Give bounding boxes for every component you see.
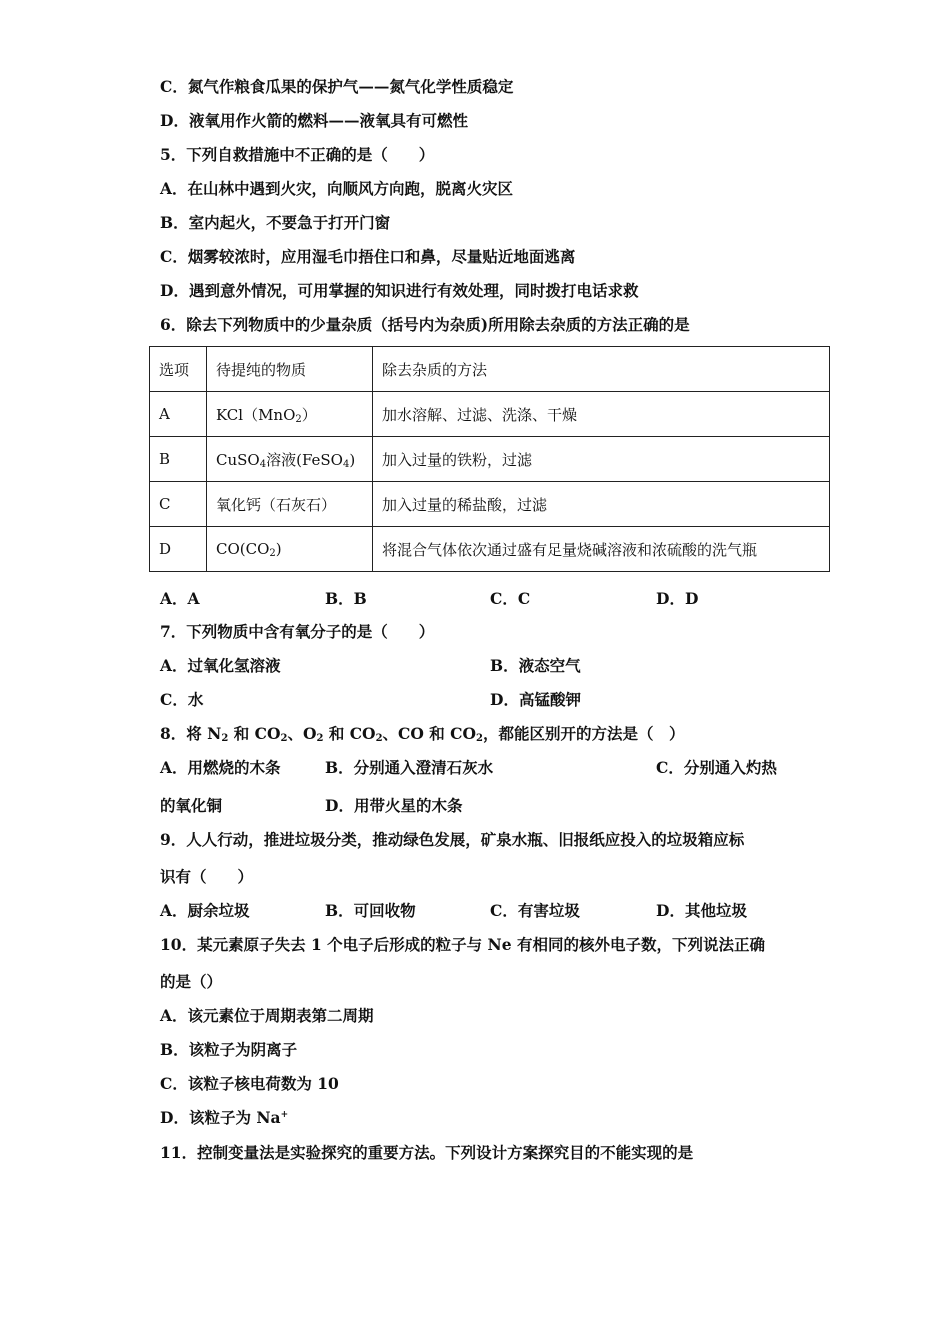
formula-text: CO(CO — [216, 540, 270, 558]
q6-answer-a: A．A — [160, 589, 200, 608]
q8-text: 和 CO — [323, 724, 376, 743]
q9-option-b: B．可回收物 — [325, 901, 416, 920]
q5-option-b: B．室内起火，不要急于打开门窗 — [160, 213, 391, 232]
subscript: 2 — [375, 733, 383, 744]
subscript: 2 — [280, 733, 288, 744]
table-cell — [207, 437, 373, 482]
table-cell — [207, 527, 373, 572]
table-header-row — [150, 347, 830, 392]
q5-option-a: A．在山林中遇到火灾，向顺风方向跑，脱离火灾区 — [160, 179, 514, 198]
question-9: 9．人人行动，推进垃圾分类，推动绿色发展，矿泉水瓶、旧报纸应投入的垃圾箱应标 — [160, 830, 745, 849]
q6-answer-b: B．B — [325, 589, 367, 608]
table-header-cell: 选项 — [150, 347, 207, 392]
table-cell: B — [150, 437, 207, 482]
table-header-cell: 除去杂质的方法 — [373, 347, 830, 392]
q6-answer-c: C．C — [490, 589, 531, 608]
q8-text: 和 CO — [228, 724, 281, 743]
q10-option-c: C．该粒子核电荷数为 10 — [160, 1074, 339, 1093]
q7-option-a: A．过氧化氢溶液 — [160, 656, 281, 675]
q9-option-c: C．有害垃圾 — [490, 901, 580, 920]
question-8 — [160, 724, 685, 744]
q8-option-a: A．用燃烧的木条 — [160, 758, 281, 777]
q8-text: 、CO 和 CO — [382, 724, 477, 743]
table-cell: A — [150, 392, 207, 437]
table-cell: D — [150, 527, 207, 572]
q8-option-c: C．分别通入灼热 — [656, 758, 777, 777]
q8-option-d: D．用带火星的木条 — [325, 796, 463, 815]
q7-option-b: B．液态空气 — [490, 656, 581, 675]
q5-option-c: C．烟雾较浓时，应用湿毛巾捂住口和鼻，尽量贴近地面逃离 — [160, 247, 576, 266]
question-10: 10．某元素原子失去 1 个电子后形成的粒子与 Ne 有相同的核外电子数，下列说法正确 — [160, 935, 765, 954]
formula-text: 溶液(FeSO — [266, 450, 343, 469]
q8-option-c-continued: 的氧化铜 — [160, 796, 223, 815]
q8-text: 、O — [287, 724, 317, 743]
table-cell: 加入过量的稀盐酸，过滤 — [373, 482, 830, 527]
subscript: 2 — [295, 413, 302, 425]
formula-text: ) — [275, 540, 282, 558]
subscript: 4 — [342, 458, 350, 470]
subscript: 2 — [269, 548, 276, 559]
table-cell: C — [150, 482, 207, 527]
line-option-d-liquid-oxygen: D．液氧用作火箭的燃料——液氧具有可燃性 — [160, 111, 468, 130]
formula-text: CuSO — [216, 450, 260, 469]
q9-option-a: A．厨余垃圾 — [160, 901, 250, 920]
q6-answer-d: D．D — [656, 589, 699, 608]
table-cell: 加入过量的铁粉，过滤 — [373, 437, 830, 482]
formula-text: ) — [349, 450, 356, 469]
table-cell — [207, 392, 373, 437]
question-9-continued: 识有（ ） — [160, 867, 254, 886]
table-row — [150, 392, 830, 437]
table-row — [150, 527, 830, 572]
q8-text: ，都能区别开的方法是（ ） — [482, 724, 685, 743]
subscript: 2 — [316, 733, 324, 744]
q7-option-d: D．高锰酸钾 — [490, 690, 581, 709]
subscript: 2 — [476, 733, 483, 744]
question-6: 6．除去下列物质中的少量杂质（括号内为杂质)所用除去杂质的方法正确的是 — [160, 315, 690, 334]
table-cell: 加水溶解、过滤、洗涤、干燥 — [373, 392, 830, 437]
question-7: 7．下列物质中含有氧分子的是（ ） — [160, 622, 435, 641]
q8-text: 8．将 N — [160, 724, 222, 743]
q7-option-c: C．水 — [160, 690, 204, 709]
q8-option-b: B．分别通入澄清石灰水 — [325, 758, 494, 777]
q10-option-d — [160, 1108, 288, 1128]
table-cell: 氧化钙（石灰石） — [207, 482, 373, 527]
subscript: 4 — [259, 458, 267, 470]
q9-option-d: D．其他垃圾 — [656, 901, 747, 920]
q10-option-b: B．该粒子为阴离子 — [160, 1040, 298, 1059]
table-cell: 将混合气体依次通过盛有足量烧碱溶液和浓硫酸的洗气瓶 — [373, 527, 830, 572]
q6-table — [149, 346, 830, 572]
q10-d-text: D．该粒子为 Na — [160, 1108, 281, 1127]
subscript: 2 — [221, 733, 229, 744]
question-5: 5．下列自救措施中不正确的是（ ） — [160, 145, 435, 164]
question-11: 11．控制变量法是实验探究的重要方法。下列设计方案探究目的不能实现的是 — [160, 1143, 694, 1162]
q5-option-d: D．遇到意外情况，可用掌握的知识进行有效处理，同时拨打电话求救 — [160, 281, 639, 300]
q10-option-a: A．该元素位于周期表第二周期 — [160, 1006, 374, 1025]
superscript: + — [280, 1110, 289, 1120]
line-option-c-nitrogen: C．氮气作粮食瓜果的保护气——氮气化学性质稳定 — [160, 77, 514, 96]
formula-text: ） — [301, 405, 317, 424]
table-row — [150, 482, 830, 527]
table-row — [150, 437, 830, 482]
table-header-cell: 待提纯的物质 — [207, 347, 373, 392]
formula-text: KCl（MnO — [216, 405, 296, 424]
question-10-continued: 的是（） — [160, 972, 223, 991]
